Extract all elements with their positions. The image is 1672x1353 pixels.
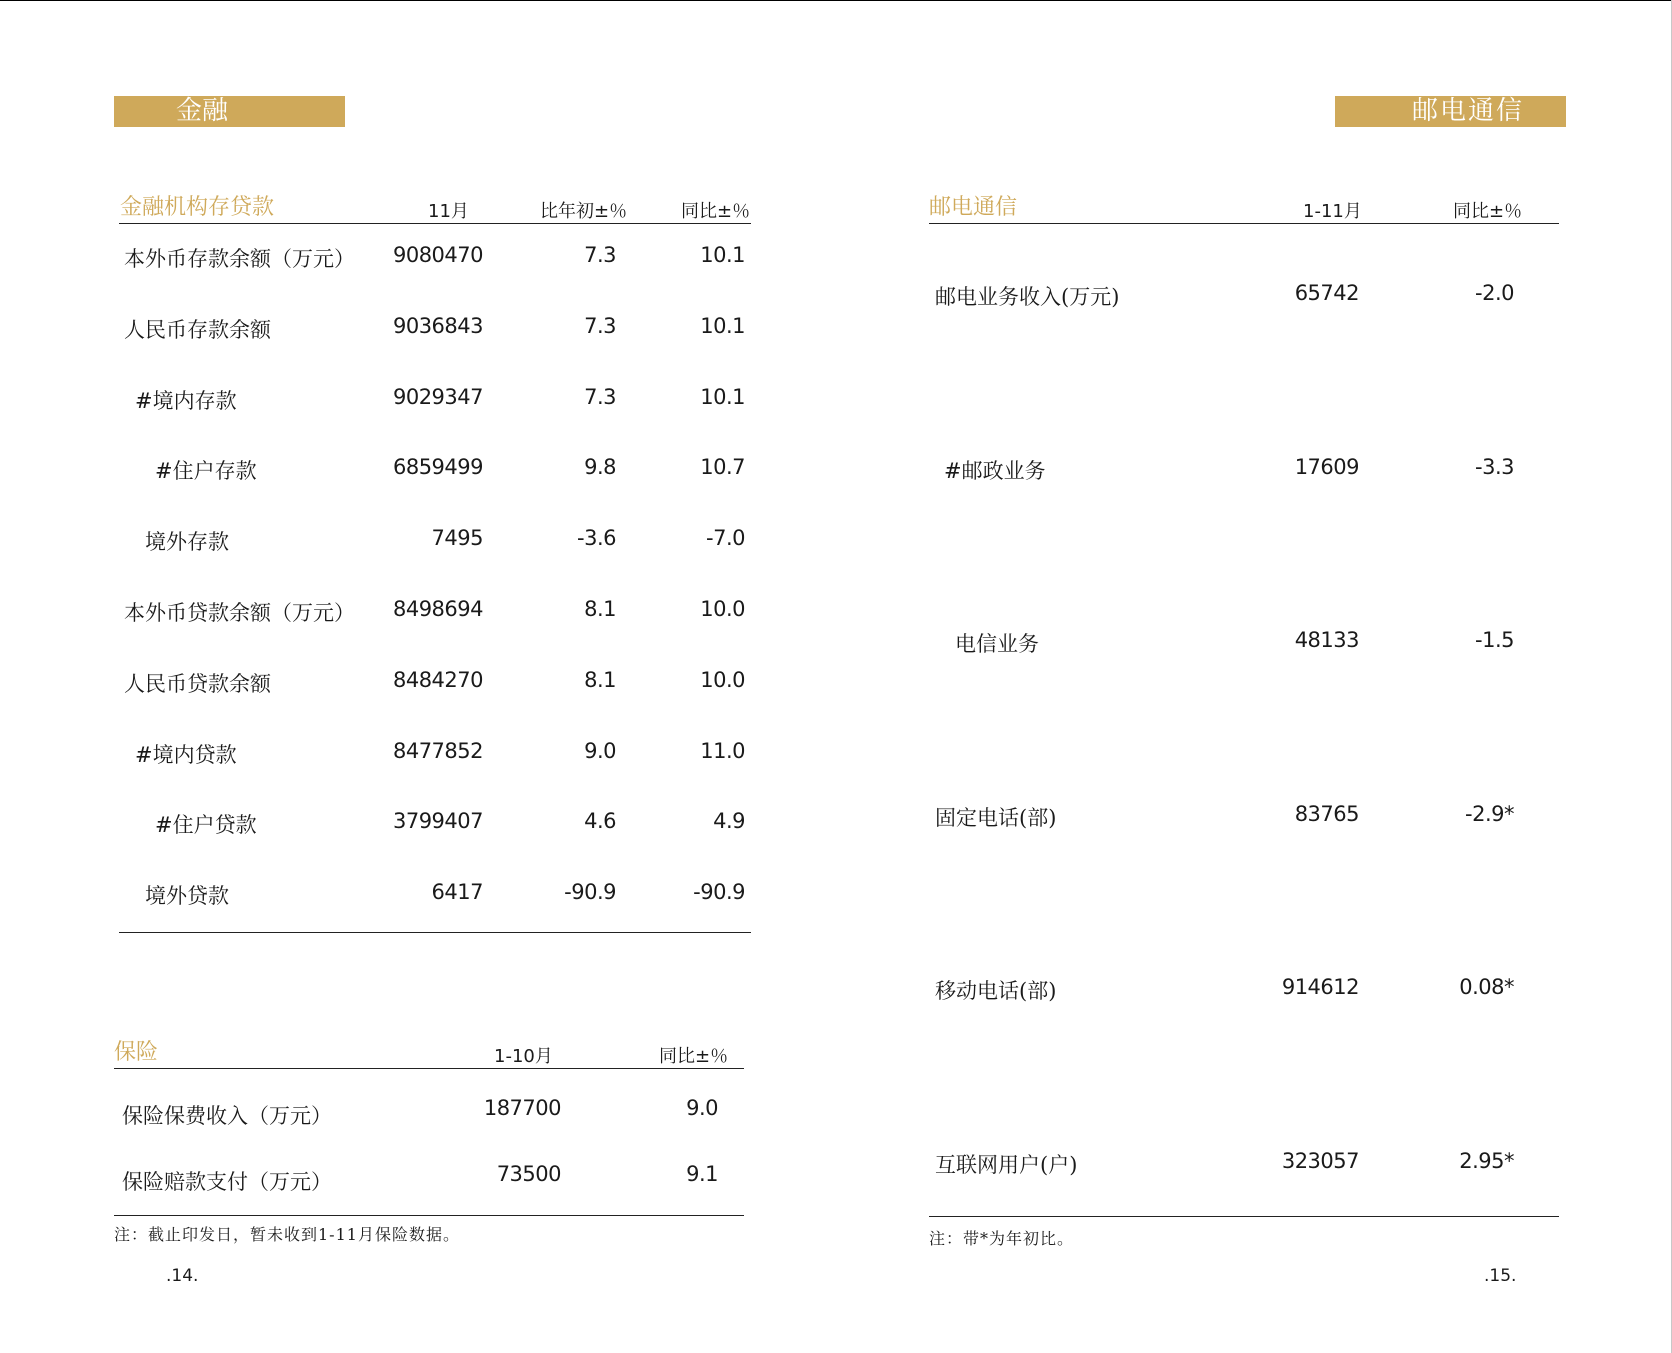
row-yoy-change: 10.0 [700, 597, 745, 621]
row-yoy-change: 10.7 [700, 455, 745, 480]
finance-banner [114, 96, 345, 127]
deposits-table-header [119, 190, 751, 222]
table-row [119, 597, 751, 629]
table-row [119, 455, 751, 487]
deposits-loans-table [119, 190, 751, 935]
row-value: 83765 [1294, 801, 1359, 826]
row-ytd-change: 9.0 [584, 738, 616, 763]
row-value: 65742 [1294, 281, 1359, 305]
row-ytd-change: 4.6 [584, 809, 616, 834]
row-yoy-change: 10.0 [700, 667, 745, 692]
telecom-banner-label: 邮电通信 [1411, 96, 1524, 126]
row-ytd-change: 7.3 [584, 243, 616, 267]
row-yoy-change: 10.1 [700, 243, 745, 267]
row-label: 固定电话(部) [935, 805, 1057, 830]
table-bottom-rule [929, 1216, 1559, 1217]
row-yoy-change: 4.9 [713, 809, 745, 834]
row-label: 本外币贷款余额（万元） [124, 601, 355, 625]
row-value: 73500 [496, 1162, 561, 1186]
table-row [119, 739, 751, 771]
row-label: 人民币贷款余额 [124, 671, 271, 696]
row-value: 9029347 [392, 384, 483, 409]
table-row [119, 385, 751, 417]
row-value: 7495 [431, 526, 483, 551]
table-bottom-rule [119, 932, 751, 933]
row-yoy-change: 11.0 [700, 738, 745, 763]
header-rule [119, 223, 751, 224]
telecom-table [929, 190, 1559, 1220]
telecom-banner [1335, 96, 1566, 127]
row-label: #邮政业务 [944, 458, 1046, 483]
row-label: 移动电话(部) [935, 979, 1057, 1004]
deposits-section-title: 金融机构存贷款 [120, 195, 275, 220]
row-yoy-change: -7.0 [706, 526, 745, 551]
table-row [929, 975, 1559, 1007]
row-yoy-change: -90.9 [693, 880, 745, 905]
row-ytd-change: 7.3 [584, 313, 616, 338]
row-yoy-change: -2.9* [1465, 801, 1514, 826]
column-header-yoy: 同比±％ [1453, 201, 1523, 222]
row-label: 本外币存款余额（万元） [124, 247, 355, 271]
row-label: #住户存款 [155, 459, 257, 484]
row-value: 8484270 [392, 667, 483, 692]
row-ytd-change: 8.1 [584, 667, 616, 692]
column-header-month: 11月 [428, 201, 469, 222]
row-label: #住户贷款 [155, 813, 257, 838]
row-value: 914612 [1281, 975, 1359, 1000]
row-yoy-change: 10.1 [700, 313, 745, 338]
column-header-period: 1-10月 [494, 1046, 553, 1067]
table-row [929, 1149, 1559, 1181]
row-value: 8477852 [392, 738, 483, 763]
row-yoy-change: -2.0 [1475, 281, 1514, 305]
table-row [119, 526, 751, 558]
row-label: 保险保费收入（万元） [122, 1104, 332, 1128]
row-label: #境内存款 [135, 388, 237, 413]
table-row [929, 802, 1559, 834]
row-yoy-change: 9.0 [686, 1096, 718, 1120]
finance-banner-label: 金融 [176, 96, 229, 126]
table-row [119, 243, 751, 275]
column-header-yoy: 同比±％ [659, 1046, 729, 1067]
insurance-table-header [114, 1035, 744, 1067]
row-ytd-change: 7.3 [584, 384, 616, 409]
row-yoy-change: -1.5 [1475, 628, 1514, 653]
row-label: 保险赔款支付（万元） [122, 1170, 332, 1194]
row-label: #境内贷款 [135, 742, 237, 767]
table-row [929, 281, 1559, 313]
row-label: 境外贷款 [145, 884, 229, 909]
row-value: 3799407 [392, 809, 483, 834]
row-yoy-change: 0.08* [1459, 975, 1514, 1000]
row-ytd-change: 9.8 [584, 455, 616, 480]
table-row [929, 628, 1559, 660]
table-row [119, 880, 751, 912]
row-value: 187700 [483, 1096, 561, 1120]
row-value: 48133 [1294, 628, 1359, 653]
page-number: .15. [1484, 1266, 1517, 1286]
page-number: .14. [166, 1266, 199, 1286]
table-row [114, 1096, 744, 1128]
table-row [119, 668, 751, 700]
insurance-section-title: 保险 [114, 1040, 159, 1065]
row-ytd-change: -90.9 [564, 880, 616, 905]
table-row [929, 455, 1559, 487]
column-header-yoy: 同比±％ [681, 201, 751, 222]
row-yoy-change: -3.3 [1475, 454, 1514, 479]
right-page [836, 0, 1672, 1353]
row-ytd-change: -3.6 [577, 526, 616, 551]
row-value: 323057 [1281, 1149, 1359, 1173]
column-header-period: 1-11月 [1303, 201, 1362, 222]
row-value: 9036843 [392, 313, 483, 338]
row-yoy-change: 2.95* [1459, 1149, 1514, 1173]
table-row [114, 1162, 744, 1194]
table-row [119, 809, 751, 841]
row-yoy-change: 9.1 [686, 1162, 718, 1186]
telecom-section-title: 邮电通信 [929, 195, 1018, 220]
row-yoy-change: 10.1 [700, 384, 745, 409]
insurance-footnote: 注：截止印发日，暂未收到1-11月保险数据。 [114, 1225, 460, 1244]
header-rule [114, 1068, 744, 1069]
row-label: 电信业务 [955, 632, 1039, 657]
row-value: 9080470 [392, 243, 483, 267]
row-label: 境外存款 [145, 530, 229, 555]
row-value: 8498694 [392, 597, 483, 621]
table-row [119, 314, 751, 346]
header-rule [929, 223, 1559, 224]
row-label: 邮电业务收入(万元) [935, 285, 1120, 309]
row-label: 人民币存款余额 [124, 317, 271, 342]
row-value: 17609 [1294, 454, 1359, 479]
row-ytd-change: 8.1 [584, 597, 616, 621]
row-value: 6859499 [392, 455, 483, 480]
telecom-footnote: 注：带*为年初比。 [929, 1229, 1075, 1248]
row-value: 6417 [431, 880, 483, 905]
row-label: 互联网用户(户) [935, 1153, 1078, 1177]
insurance-table [114, 1035, 744, 1217]
telecom-table-header [929, 190, 1559, 222]
column-header-ytd: 比年初±％ [540, 201, 628, 222]
table-bottom-rule [114, 1215, 744, 1216]
